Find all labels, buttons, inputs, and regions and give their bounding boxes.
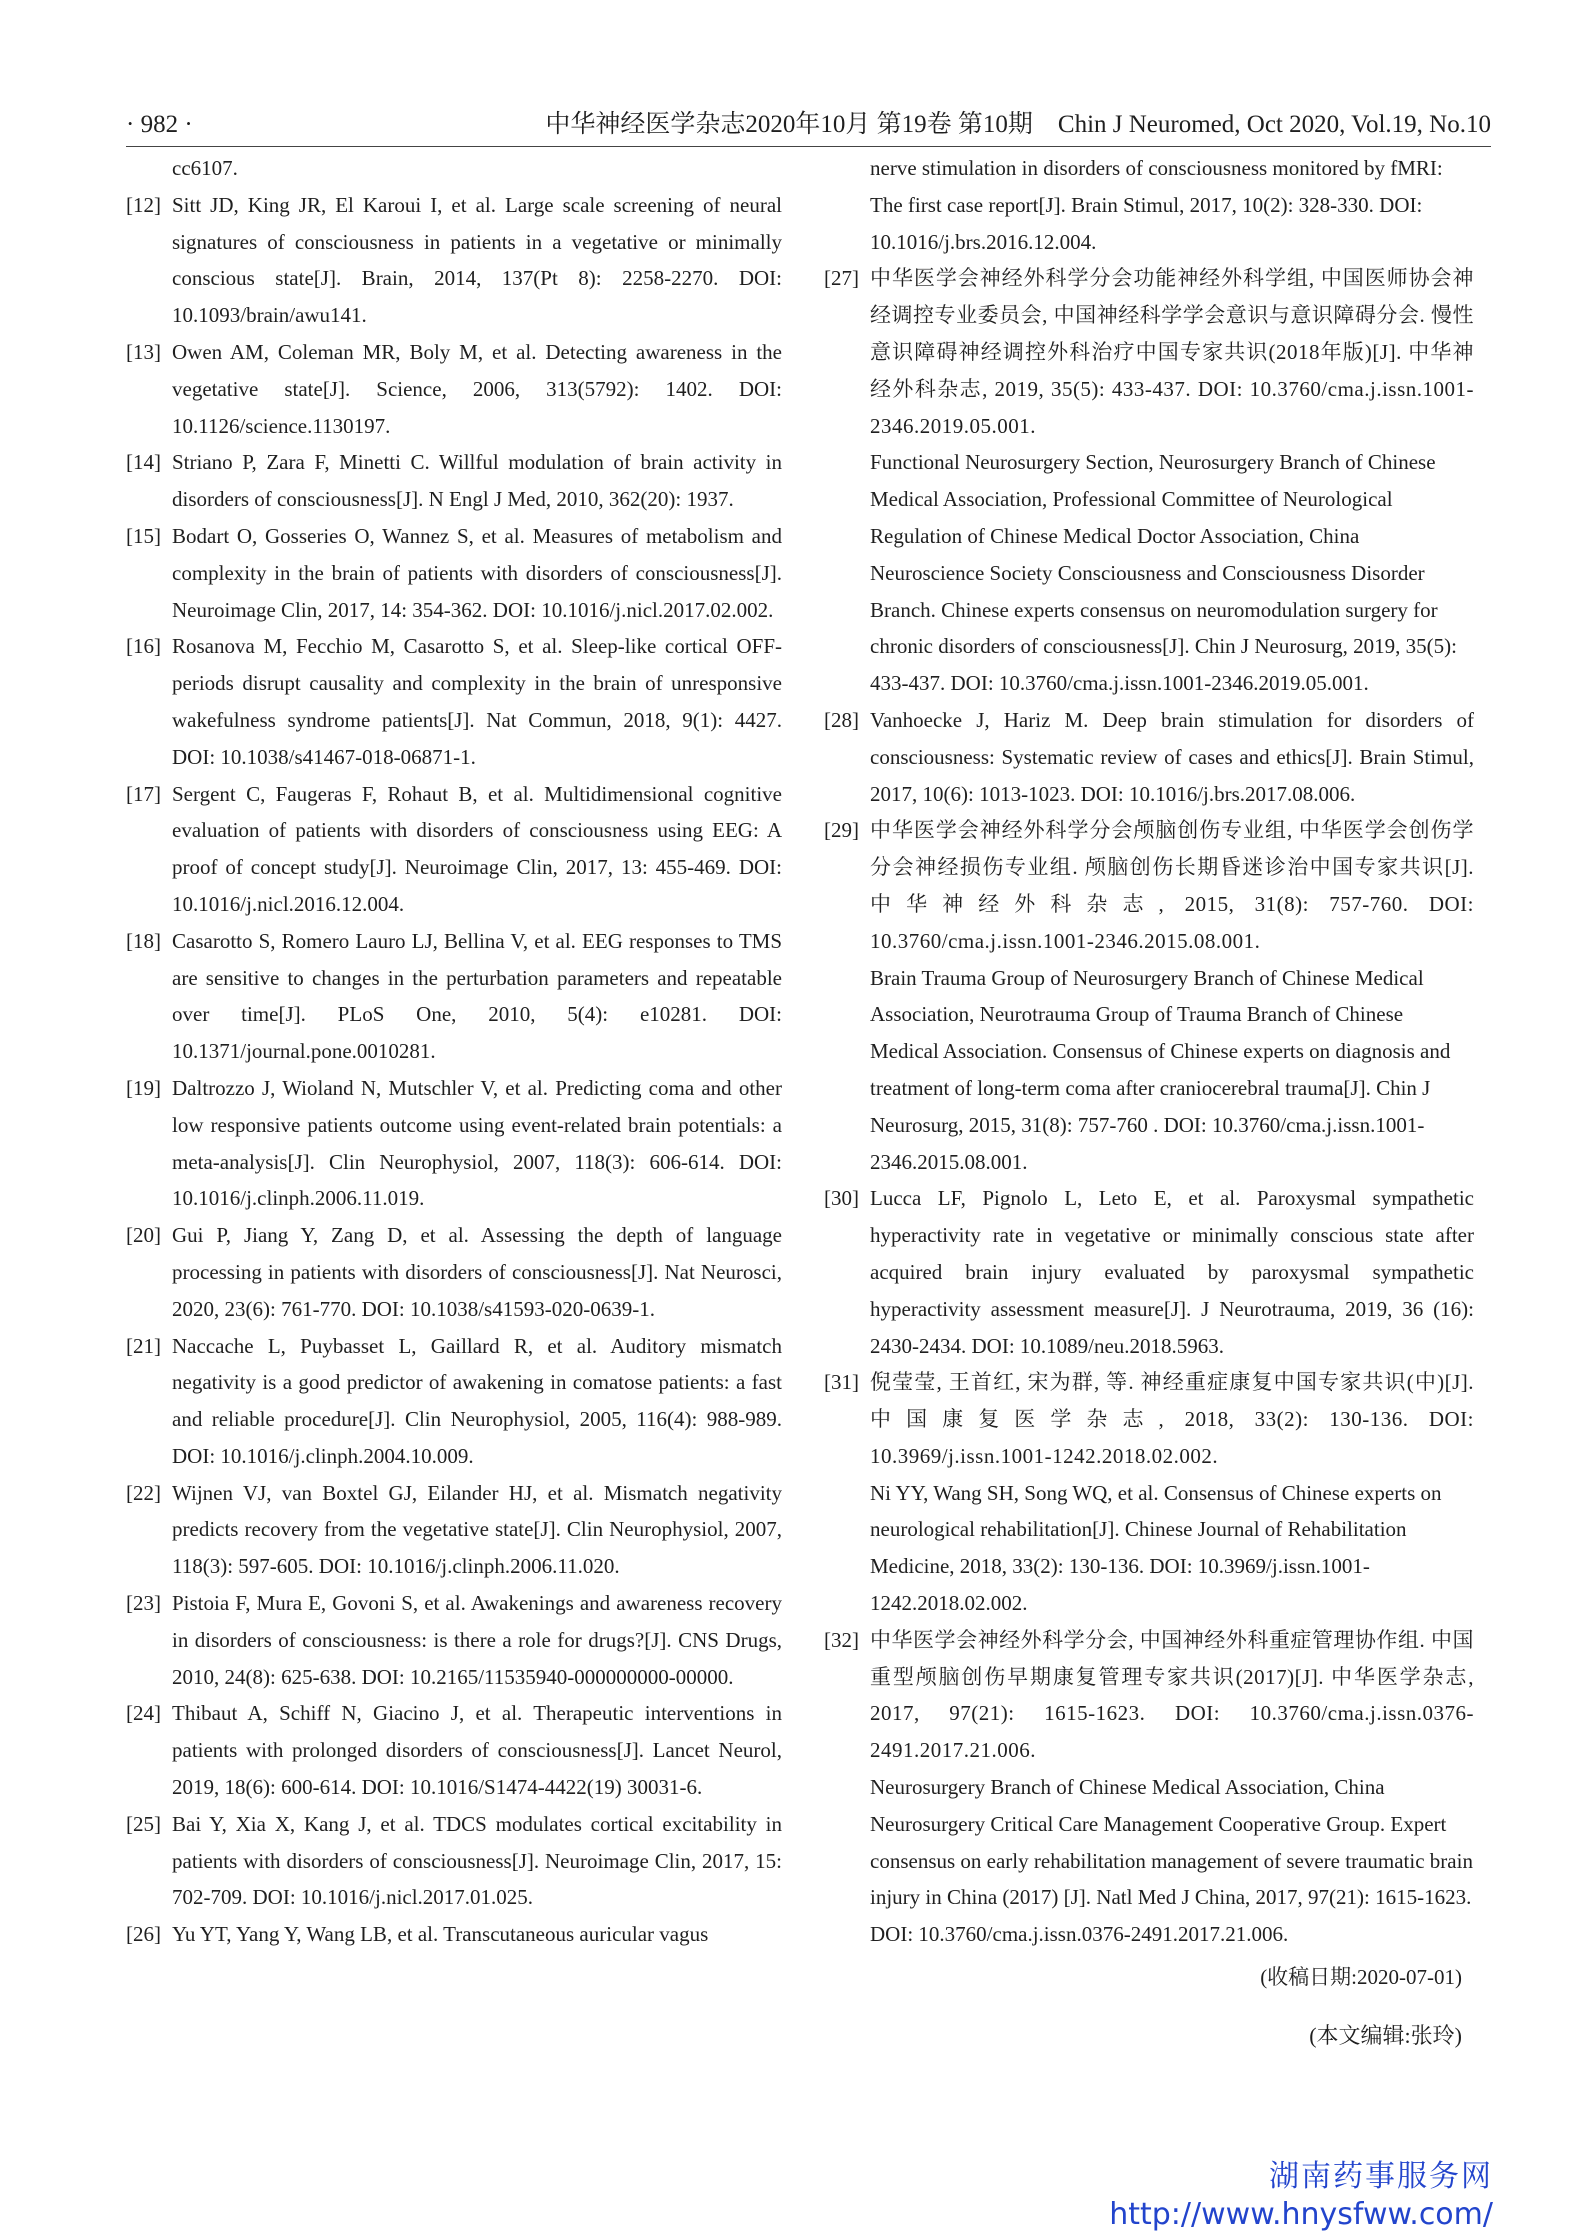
reference-text: 倪莹莹, 王首红, 宋为群, 等. 神经重症康复中国专家共识(中)[J]. 中国康复医学杂志, 2018, 33(2): 130-136. DOI: 10.3969/j.issn.1001-1242.2018.02.002. <box>870 1370 1474 1468</box>
reference-21 <box>126 1328 782 1475</box>
reference-text: Lucca LF, Pignolo L, Leto E, et al. Paroxysmal sympathetic hyperactivity rate in vegetative or minimally conscious state after acquired brain injury evaluated by paroxysmal sympathetic hyperactivity assessment measure[J]. J Neurotrauma, 2019, 36 (16): 2430-2434. DOI: 10.1089/neu.2018.5963. <box>870 1186 1474 1358</box>
reference-number: [15] <box>126 523 161 548</box>
reference-text: Rosanova M, Fecchio M, Casarotto S, et al. Sleep-like cortical OFF-periods disrupt causality and complexity in the brain of unresponsive wakefulness syndrome patients[J]. Nat Commun, 2018, 9(1): 4427. DOI: 10.1038/s41467-018-06871-1. <box>172 634 782 769</box>
reference-28 <box>824 702 1474 812</box>
reference-number: [21] <box>126 1333 161 1358</box>
reference-text: Gui P, Jiang Y, Zang D, et al. Assessing the depth of language processing in patients with disorders of consciousness[J]. Nat Neurosci, 2020, 23(6): 761-770. DOI: 10.1038/s41593-020-0639-1. <box>172 1223 782 1321</box>
reference-29-english: Brain Trauma Group of Neurosurgery Branch of Chinese Medical Association, Neurotrauma Group of Trauma Branch of Chinese Medical Association. Consensus of Chinese experts on diagnosis and treatment of long-term coma after craniocerebral trauma[J]. Chin J Neurosurg, 2015, 31(8): 757-760 . DOI: 10.3760/cma.j.issn.1001-2346.2015.08.001. <box>870 965 1451 1174</box>
reference-32-english: Neurosurgery Branch of Chinese Medical Association, China Neurosurgery Critical Care Management Cooperative Group. Expert consensus on early rehabilitation management of severe traumatic brain injury in China (2017) [J]. Natl Med J China, 2017, 97(21): 1615-1623. DOI: 10.3760/cma.j.issn.0376-2491.2017.21.006. <box>870 1775 1473 1947</box>
reference-23 <box>126 1585 782 1695</box>
reference-text: Naccache L, Puybasset L, Gaillard R, et al. Auditory mismatch negativity is a good predictor of awakening in comatose patients: a fast and reliable procedure[J]. Clin Neurophysiol, 2005, 116(4): 988-989. DOI: 10.1016/j.clinph.2004.10.009. <box>172 1333 782 1468</box>
watermark-site-name: 湖南药事服务网 <box>1269 2159 1493 2194</box>
reference-number: [26] <box>126 1922 161 1947</box>
reference-number: [29] <box>824 818 859 843</box>
reference-25 <box>126 1806 782 1916</box>
reference-text: Yu YT, Yang Y, Wang LB, et al. Transcutaneous auricular vagus <box>172 1922 709 1947</box>
reference-text: Wijnen VJ, van Boxtel GJ, Eilander HJ, et al. Mismatch negativity predicts recovery from the vegetative state[J]. Clin Neurophysiol, 2007, 118(3): 597-605. DOI: 10.1016/j.clinph.2006.11.020. <box>172 1480 782 1579</box>
reference-text: Thibaut A, Schiff N, Giacino J, et al. Therapeutic interventions in patients with prolonged disorders of consciousness[J]. Lancet Neurol, 2019, 18(6): 600-614. DOI: 10.1016/S1474-4422(19) 30031-6. <box>172 1701 782 1800</box>
reference-number: [32] <box>824 1627 859 1652</box>
reference-number: [30] <box>824 1186 859 1211</box>
reference-number: [28] <box>824 707 859 732</box>
reference-22 <box>126 1475 782 1585</box>
reference-number: [17] <box>126 781 161 806</box>
reference-number: [27] <box>824 266 859 291</box>
reference-26 <box>126 1916 782 1953</box>
reference-text: Casarotto S, Romero Lauro LJ, Bellina V, et al. EEG responses to TMS are sensitive to changes in the perturbation parameters and repeatable over time[J]. PLoS One, 2010, 5(4): e10281. DOI: 10.1371/journal.pone.0010281. <box>172 928 782 1064</box>
reference-31-english: Ni YY, Wang SH, Song WQ, et al. Consensus of Chinese experts on neurological rehabilitation[J]. Chinese Journal of Rehabilitation Medicine, 2018, 33(2): 130-136. DOI: 10.3969/j.issn.1001-1242.2018.02.002. <box>870 1480 1442 1616</box>
watermark-url[interactable]: http://www.hnysfww.com/ <box>1109 2197 1493 2232</box>
reference-text: Pistoia F, Mura E, Govoni S, et al. Awakenings and awareness recovery in disorders of consciousness: is there a role for drugs?[J]. CNS Drugs, 2010, 24(8): 625-638. DOI: 10.2165/11535940-000000000-00000. <box>172 1591 782 1689</box>
reference-13 <box>126 334 782 444</box>
reference-text: Bodart O, Gosseries O, Wannez S, et al. Measures of metabolism and complexity in the brain of patients with disorders of consciousness[J]. Neuroimage Clin, 2017, 14: 354-362. DOI: 10.1016/j.nicl.2017.02.002. <box>172 523 782 622</box>
reference-number: [22] <box>126 1480 161 1505</box>
reference-number: [25] <box>126 1811 161 1836</box>
reference-text: Owen AM, Coleman MR, Boly M, et al. Detecting awareness in the vegetative state[J]. Science, 2006, 313(5792): 1402. DOI: 10.1126/science.1130197. <box>172 339 782 438</box>
reference-24 <box>126 1695 782 1805</box>
reference-19 <box>126 1070 782 1217</box>
reference-continuation: cc6107. <box>172 156 238 180</box>
reference-text: Sitt JD, King JR, El Karoui I, et al. Large scale screening of neural signatures of consciousness in patients in a vegetative or minimally conscious state[J]. Brain, 2014, 137(Pt 8): 2258-2270. DOI: 10.1093/brain/awu141. <box>172 192 782 328</box>
reference-number: [13] <box>126 339 161 364</box>
page-number: · 982 · <box>126 111 193 138</box>
running-header <box>0 108 1591 142</box>
header-rule <box>126 146 1491 147</box>
received-date: (收稿日期:2020-07-01) <box>1260 1965 1462 1990</box>
reference-number: [24] <box>126 1701 161 1726</box>
journal-citation-line: 中华神经医学杂志2020年10月 第19卷 第10期 Chin J Neuromed, Oct 2020, Vol.19, No.10 <box>545 111 1491 138</box>
left-column <box>126 150 782 1953</box>
reference-12 <box>126 187 782 334</box>
reference-number: [14] <box>126 450 161 475</box>
reference-text: Striano P, Zara F, Minetti C. Willful modulation of brain activity in disorders of consciousness[J]. N Engl J Med, 2010, 362(20): 1937. <box>172 450 782 512</box>
reference-number: [23] <box>126 1591 161 1616</box>
site-watermark <box>1109 2158 1493 2234</box>
reference-text: 中华医学会神经外科学分会功能神经外科学组, 中国医师协会神经调控专业委员会, 中国神经科学学会意识与意识障碍分会. 慢性意识障碍神经调控外科治疗中国专家共识(2018年版)[J]. 中华神经外科杂志, 2019, 35(5): 433-437. DOI: 10.3760/cma.j.issn.1001-2346.2019.05.001. <box>870 266 1474 438</box>
reference-number: [31] <box>824 1370 859 1395</box>
reference-number: [18] <box>126 928 161 953</box>
reference-continuation: nerve stimulation in disorders of consciousness monitored by fMRI: The first case report[J]. Brain Stimul, 2017, 10(2): 328-330. DOI: 10.1016/j.brs.2016.12.004. <box>870 156 1443 254</box>
reference-number: [16] <box>126 634 161 659</box>
right-column <box>824 150 1474 2077</box>
editor-credit: (本文编辑:张玲) <box>1309 2022 1462 2048</box>
reference-27-english: Functional Neurosurgery Section, Neurosurgery Branch of Chinese Medical Association, Professional Committee of Neurological Regulation of Chinese Medical Doctor Association, China Neuroscience Society Consciousness and Consciousness Disorder Branch. Chinese experts consensus on neuromodulation surgery for chronic disorders of consciousness[J]. Chin J Neurosurg, 2019, 35(5): 433-437. DOI: 10.3760/cma.j.issn.1001-2346.2019.05.001. <box>870 450 1457 696</box>
reference-14 <box>126 444 782 518</box>
reference-30 <box>824 1180 1474 1364</box>
reference-16 <box>126 628 782 775</box>
reference-29 <box>824 812 1474 959</box>
reference-number: [20] <box>126 1223 161 1248</box>
reference-text: 中华医学会神经外科学分会颅脑创伤专业组, 中华医学会创伤学分会神经损伤专业组. 颅脑创伤长期昏迷诊治中国专家共识[J]. 中华神经外科杂志, 2015, 31(8): 757-760. DOI: 10.3760/cma.j.issn.1001-2346.2015.08.001. <box>870 818 1474 953</box>
reference-text: Vanhoecke J, Hariz M. Deep brain stimulation for disorders of consciousness: Systematic review of cases and ethics[J]. Brain Stimul, 2017, 10(6): 1013-1023. DOI: 10.1016/j.brs.2017.08.006. <box>870 707 1474 806</box>
reference-15 <box>126 518 782 628</box>
reference-20 <box>126 1217 782 1327</box>
reference-31 <box>824 1364 1474 1474</box>
reference-number: [19] <box>126 1075 161 1100</box>
reference-text: Bai Y, Xia X, Kang J, et al. TDCS modulates cortical excitability in patients with disorders of consciousness[J]. Neuroimage Clin, 2017, 15: 702-709. DOI: 10.1016/j.nicl.2017.01.025. <box>172 1811 782 1910</box>
reference-18 <box>126 923 782 1070</box>
reference-text: Sergent C, Faugeras F, Rohaut B, et al. Multidimensional cognitive evaluation of patients with disorders of consciousness using EEG: A proof of concept study[J]. Neuroimage Clin, 2017, 13: 455-469. DOI: 10.1016/j.nicl.2016.12.004. <box>172 781 782 916</box>
reference-32 <box>824 1622 1474 1769</box>
reference-text: Daltrozzo J, Wioland N, Mutschler V, et al. Predicting coma and other low responsive patients outcome using event-related brain potentials: a meta-analysis[J]. Clin Neurophysiol, 2007, 118(3): 606-614. DOI: 10.1016/j.clinph.2006.11.019. <box>172 1075 782 1211</box>
reference-text: 中华医学会神经外科学分会, 中国神经外科重症管理协作组. 中国重型颅脑创伤早期康复管理专家共识(2017)[J]. 中华医学杂志, 2017, 97(21): 1615-1623. DOI: 10.3760/cma.j.issn.0376-2491.2017.21.006. <box>870 1627 1474 1763</box>
reference-number: [12] <box>126 192 161 217</box>
reference-17 <box>126 776 782 923</box>
reference-27 <box>824 260 1474 444</box>
